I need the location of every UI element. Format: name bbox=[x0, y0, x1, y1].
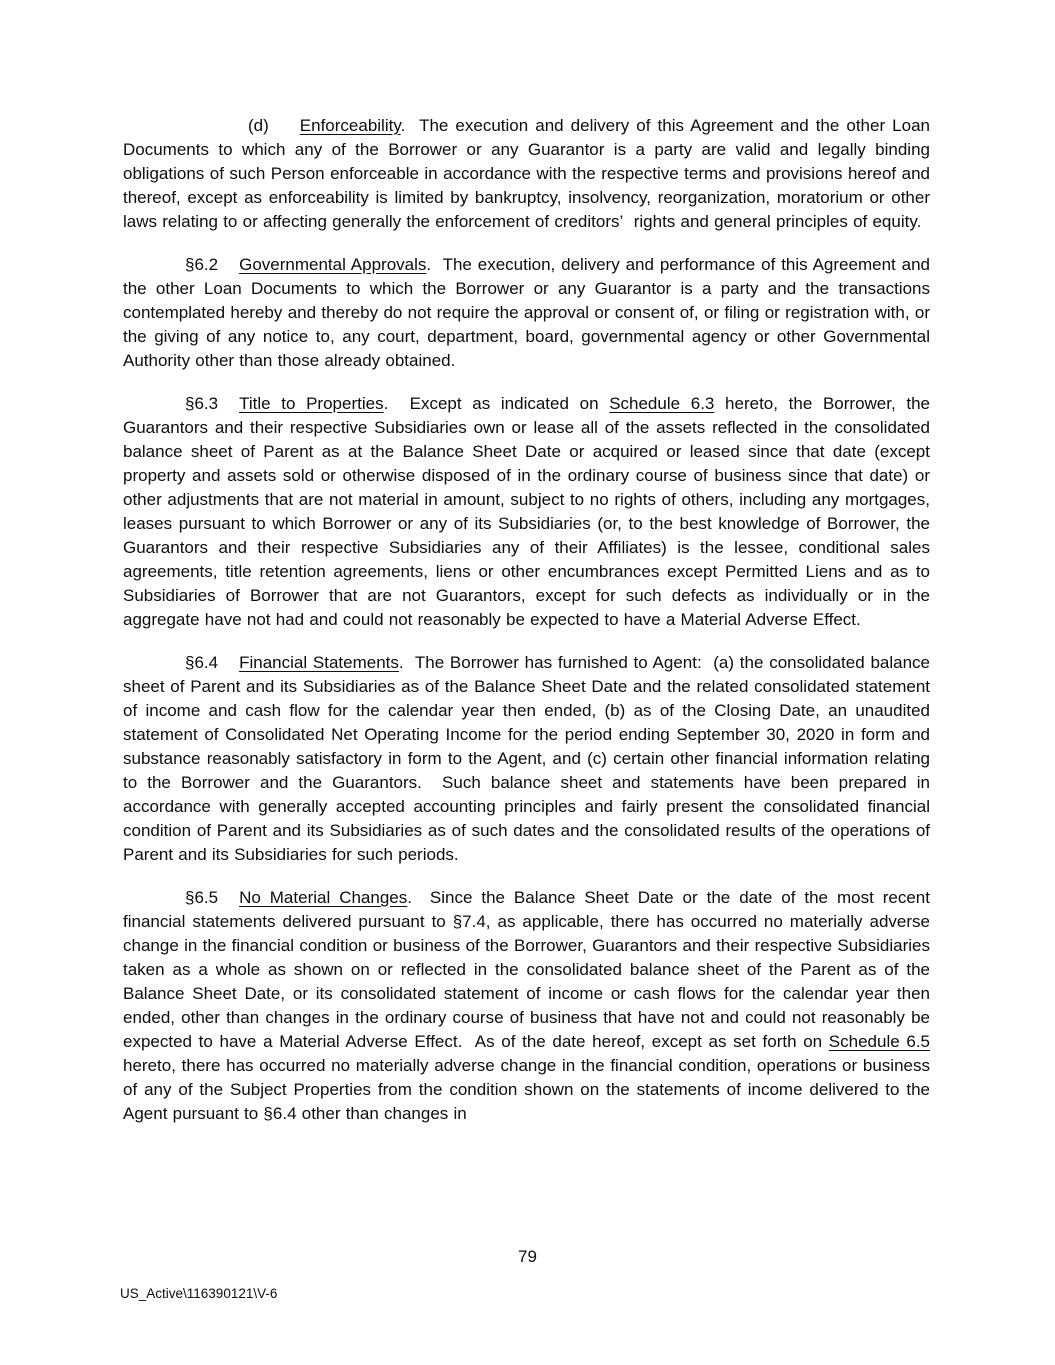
section-number: §6.4 bbox=[185, 653, 219, 672]
page-number: 79 bbox=[518, 1247, 537, 1266]
text-run: . The execution, delivery and performance of this Agreement and the other Loan Documents to which the Borrower or any Guarantor is a party and the transactions contemplated hereby and thereby do not require the approval or consent of, or filing or registration with, or the giving of any notice to, any court, department, board, governmental agency or other Governmental Authority other than those already obtained. bbox=[123, 255, 930, 370]
text-run: . Since the Balance Sheet Date or the date of the most recent financial statements delivered pursuant to §7.4, as applicable, there has occurred no materially adverse change in the financial condition or business of the Borrower, Guarantors and their respective Subsidiaries taken as a whole as shown on or reflected in the consolidated balance sheet of the Parent as of the Balance Sheet Date, or its consolidated statement of income or cash flows for the calendar year then ended, other than changes in the ordinary course of business that have not and could not reasonably be expected to have a Material Adverse Effect. As of the date hereof, except as set forth on bbox=[123, 888, 930, 1051]
paragraph bbox=[123, 114, 930, 234]
paragraph bbox=[123, 253, 930, 373]
text-run: . The Borrower has furnished to Agent: (a) the consolidated balance sheet of Parent and its Subsidiaries as of the Balance Sheet Date and the related consolidated statement of income and cash flow for the calendar year then ended, (b) as of the Closing Date, an unaudited statement of Consolidated Net Operating Income for the period ending September 30, 2020 in form and substance reasonably satisfactory in form to the Agent, and (c) certain other financial information relating to the Borrower and the Guarantors. Such balance sheet and statements have been prepared in accordance with generally accepted accounting principles and fairly present the consolidated financial condition of Parent and its Subsidiaries as of such dates and the consolidated results of the operations of Parent and its Subsidiaries for such periods. bbox=[123, 653, 930, 864]
subsection-label: (d) bbox=[248, 116, 269, 135]
section-heading: Financial Statements bbox=[239, 653, 399, 672]
section-heading: Title to Properties bbox=[239, 394, 384, 413]
section-heading: No Material Changes bbox=[239, 888, 408, 907]
text-run: . The execution and delivery of this Agreement and the other Loan Documents to which any of the Borrower or any Guarantor is a party are valid and legally binding obligations of such Person enforceable in accordance with the respective terms and provisions hereof and thereof, except as enforceability is limited by bankruptcy, insolvency, reorganization, moratorium or other laws relating to or affecting generally the enforcement of creditors’ rights and general principles of equity. bbox=[123, 116, 930, 231]
section-heading: Enforceability bbox=[299, 116, 401, 135]
text-run: hereto, there has occurred no materially adverse change in the financial condition, operations or business of any of the Subject Properties from the condition shown on the statements of income delivered to the Agent pursuant to §6.4 other than changes in bbox=[123, 1056, 930, 1123]
section-number: §6.2 bbox=[185, 255, 219, 274]
schedule-reference: Schedule 6.5 bbox=[828, 1032, 930, 1051]
section-number: §6.3 bbox=[185, 394, 219, 413]
text-run: hereto, the Borrower, the Guarantors and their respective Subsidiaries own or lease all of the assets reflected in the consolidated balance sheet of Parent as at the Balance Sheet Date or acquired or leased since that date (except property and assets sold or otherwise disposed of in the ordinary course of business since that date) or other adjustments that are not material in amount, subject to no rights of others, including any mortgages, leases pursuant to which Borrower or any of its Subsidiaries (or, to the best knowledge of Borrower, the Guarantors and their respective Subsidiaries any of their Affiliates) is the lessee, conditional sales agreements, title retention agreements, liens or other encumbrances except Permitted Liens and as to Subsidiaries of Borrower that are not Guarantors, except for such defects as individually or in the aggregate have not had and could not reasonably be expected to have a Material Adverse Effect. bbox=[123, 394, 930, 629]
paragraph bbox=[123, 651, 930, 867]
section-heading: Governmental Approvals bbox=[239, 255, 427, 274]
paragraph bbox=[123, 886, 930, 1126]
section-number: §6.5 bbox=[185, 888, 219, 907]
document-body bbox=[123, 114, 930, 1145]
text-run: . Except as indicated on bbox=[383, 394, 610, 413]
paragraph bbox=[123, 392, 930, 632]
footer-reference: US_Active\116390121\V-6 bbox=[120, 1286, 278, 1301]
schedule-reference: Schedule 6.3 bbox=[609, 394, 715, 413]
